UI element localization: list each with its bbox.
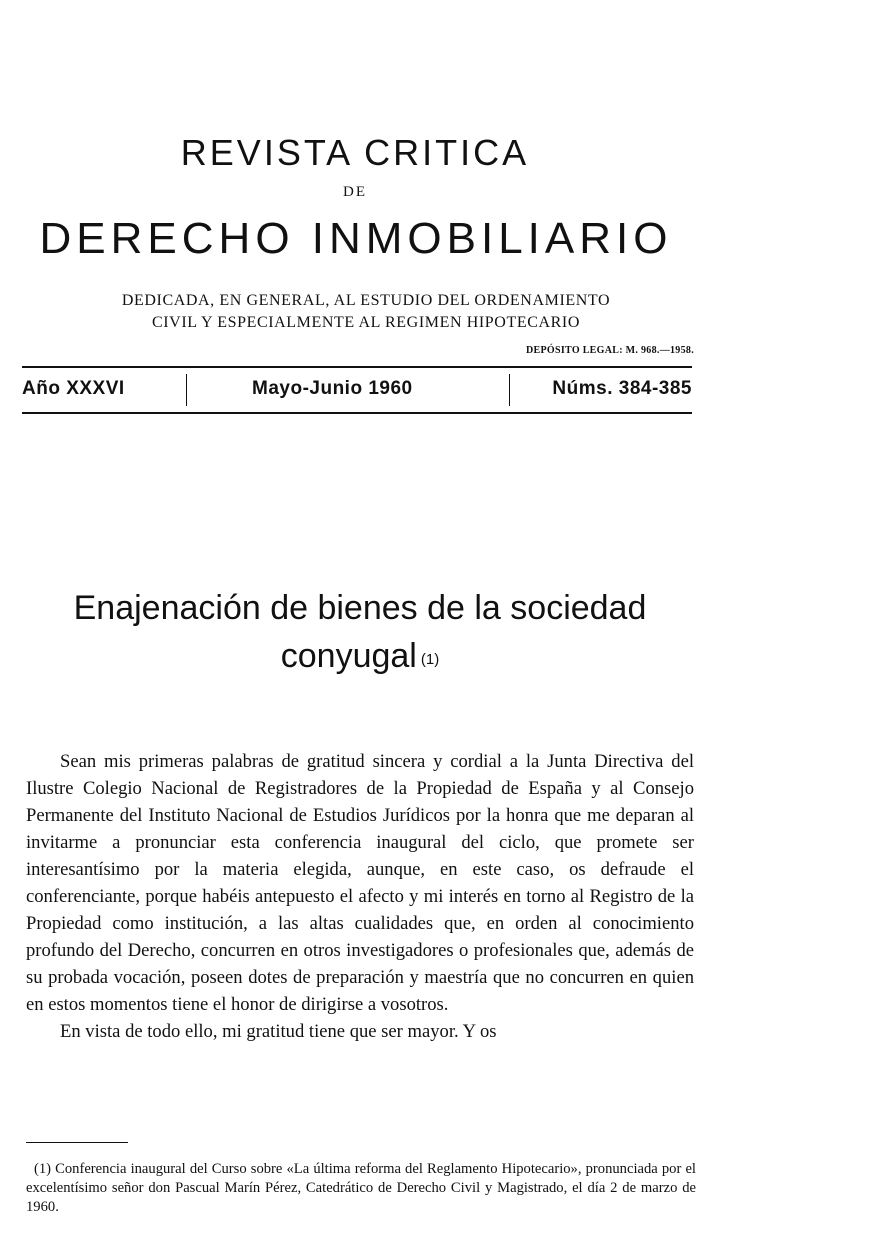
footnote-divider [26, 1142, 128, 1143]
footnote-reference[interactable]: (1) [420, 651, 440, 668]
article-title-line1: Enajenación de bienes de la sociedad [73, 589, 647, 627]
issue-bar-divider [509, 374, 510, 406]
journal-dedication [30, 290, 702, 334]
issue-numbers: Núms. 384-385 [552, 378, 692, 399]
body-paragraph: Sean mis primeras palabras de gratitud sincera y cordial a la Junta Directiva del Ilustre Colegio Nacional de Registradores de la Propiedad de España y al Consejo Permanente del Instituto Nacional de Estudios Jurídicos por la honra que me deparan al invitarme a pronunciar esta conferencia inaugural del ciclo, que promete ser interesantísimo por la materia elegida, aunque, en este caso, os defraude el conferenciante, porque habéis antepuesto el afecto y mi interés en torno al Registro de la Propiedad como institución, a las altas cualidades que, en orden al conocimiento profundo del Derecho, concurren en otros investigadores o profesionales que, además de su probada vocación, poseen dotes de preparación y maestría que no concurren en quien en estos momentos tiene el honor de dirigirse a vosotros. [26, 751, 694, 1015]
dedication-line1: DEDICADA, EN GENERAL, AL ESTUDIO DEL ORDENAMIENTO [121, 292, 611, 309]
dedication-line2: CIVIL Y ESPECIALMENTE AL REGIMEN HIPOTECARIO [151, 314, 580, 331]
deposito-legal: DEPÓSITO LEGAL: M. 968.—1958. [526, 345, 694, 356]
journal-title-line1: REVISTA CRITICA [180, 132, 530, 173]
article-title [20, 584, 700, 680]
issue-date: Mayo-Junio 1960 [252, 378, 413, 399]
journal-title-de: DE [343, 184, 367, 200]
article-body [26, 748, 694, 1045]
body-paragraph: En vista de todo ello, mi gratitud tiene que ser mayor. Y os [60, 1021, 497, 1042]
article-title-line2-text: conyugal [280, 637, 417, 675]
issue-year: Año XXXVI [22, 378, 125, 399]
article-title-line2 [20, 632, 700, 680]
footnote: (1) Conferencia inaugural del Curso sobre «La última reforma del Reglamento Hipotecario», pronunciada por el excelentísimo señor don Pascual Marín Pérez, Catedrático de Derecho Civil y Magistrado, el día 2 de marzo de 1960. [26, 1161, 696, 1215]
journal-title-line2: DERECHO INMOBILIARIO [39, 214, 673, 263]
issue-bar [22, 366, 692, 414]
issue-bar-divider [186, 374, 187, 406]
